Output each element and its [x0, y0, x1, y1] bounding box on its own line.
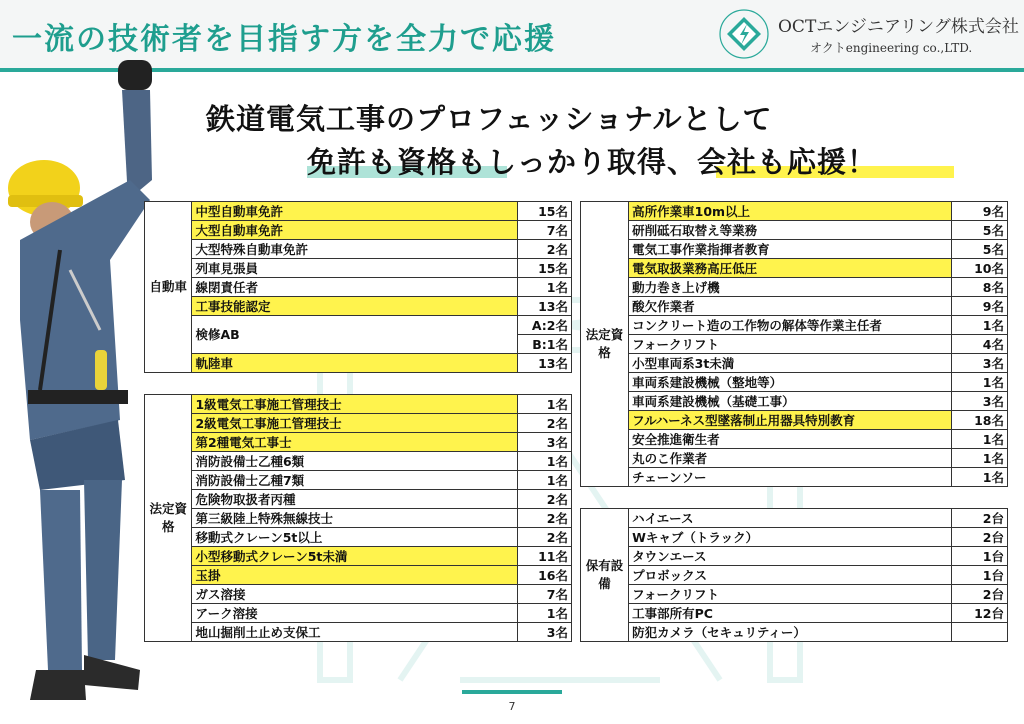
table-row [145, 528, 572, 547]
page-title: 一流の技術者を目指す方を全力で応援 [12, 22, 556, 57]
page-number: 7 [508, 700, 516, 713]
table-row [581, 202, 1008, 221]
table-row [145, 604, 572, 623]
row-count: 11名 [518, 547, 572, 566]
row-count: 3名 [951, 392, 1007, 411]
row-count: 1名 [951, 316, 1007, 335]
row-count: 1名 [518, 604, 572, 623]
row-name: 車両系建設機械（整地等） [629, 373, 952, 392]
row-count: 3名 [951, 354, 1007, 373]
row-count: 1名 [518, 395, 572, 414]
table-row [145, 452, 572, 471]
row-name: 第三級陸上特殊無線技士 [192, 509, 518, 528]
row-count: 4名 [951, 335, 1007, 354]
table-row [145, 354, 572, 373]
row-count: 1台 [951, 547, 1007, 566]
row-count: 2台 [951, 509, 1007, 528]
table-row [145, 259, 572, 278]
table-row [581, 547, 1008, 566]
row-count: 3名 [518, 623, 572, 642]
footer-accent-bar [462, 690, 562, 694]
row-name: 線閉責任者 [192, 278, 518, 297]
row-count: 16名 [518, 566, 572, 585]
table-legal-qualifications-left [144, 394, 572, 642]
table-row [581, 430, 1008, 449]
row-name: タウンエース [629, 547, 952, 566]
row-name: 大型自動車免許 [192, 221, 518, 240]
table-row [581, 449, 1008, 468]
table-vehicle-licenses [144, 201, 572, 373]
table-row [145, 395, 572, 414]
row-count: 2名 [518, 240, 572, 259]
row-count: 5名 [951, 240, 1007, 259]
row-count: 1名 [951, 430, 1007, 449]
row-name: Wキャブ（トラック） [629, 528, 952, 547]
row-count: 2台 [951, 528, 1007, 547]
table-row [145, 202, 572, 221]
row-name: 消防設備士乙種6類 [192, 452, 518, 471]
table-row [581, 585, 1008, 604]
row-count: A:2名 [518, 316, 572, 335]
company-subtitle: オクトengineering co.,LTD. [810, 41, 973, 55]
row-name: 防犯カメラ（セキュリティー） [629, 623, 952, 642]
row-name: 工事部所有PC [629, 604, 952, 623]
table-row [145, 316, 572, 335]
row-count: 1台 [951, 566, 1007, 585]
row-name: 軌陸車 [192, 354, 518, 373]
row-name: 動力巻き上げ機 [629, 278, 952, 297]
row-name: 電気工事作業指揮者教育 [629, 240, 952, 259]
row-name: 大型特殊自動車免許 [192, 240, 518, 259]
category-label: 法定資格 [581, 202, 629, 487]
row-name: 高所作業車10m以上 [629, 202, 952, 221]
table-row [145, 623, 572, 642]
row-name: 列車見張員 [192, 259, 518, 278]
table-row [145, 221, 572, 240]
row-name: アーク溶接 [192, 604, 518, 623]
table-row [581, 528, 1008, 547]
row-name: 移動式クレーン5t以上 [192, 528, 518, 547]
row-name: 2級電気工事施工管理技士 [192, 414, 518, 433]
headline-line-1: 鉄道電気工事のプロフェッショナルとして [206, 102, 773, 136]
row-count: 9名 [951, 297, 1007, 316]
row-name: 1級電気工事施工管理技士 [192, 395, 518, 414]
row-count: 12台 [951, 604, 1007, 623]
category-label: 法定資格 [145, 395, 192, 642]
row-name: コンクリート造の工作物の解体等作業主任者 [629, 316, 952, 335]
row-name: フォークリフト [629, 585, 952, 604]
row-name: 車両系建設機械（基礎工事） [629, 392, 952, 411]
row-count-secondary: B:1名 [518, 335, 572, 354]
table-row [581, 240, 1008, 259]
row-name: フォークリフト [629, 335, 952, 354]
row-count: 10名 [951, 259, 1007, 278]
row-name: 酸欠作業者 [629, 297, 952, 316]
table-row [581, 509, 1008, 528]
row-count: 1名 [951, 373, 1007, 392]
table-row [145, 566, 572, 585]
row-name: 丸のこ作業者 [629, 449, 952, 468]
row-count: 1名 [951, 449, 1007, 468]
row-name: ハイエース [629, 509, 952, 528]
table-equipment [580, 508, 1008, 642]
row-count: 2名 [518, 490, 572, 509]
row-count: 7名 [518, 221, 572, 240]
table-row [581, 221, 1008, 240]
row-name: 研削砥石取替え等業務 [629, 221, 952, 240]
table-row [145, 585, 572, 604]
row-count: 7名 [518, 585, 572, 604]
row-name: フルハーネス型墜落制止用器具特別教育 [629, 411, 952, 430]
table-row [581, 411, 1008, 430]
row-count: 1名 [518, 471, 572, 490]
table-row [581, 468, 1008, 487]
table-row [581, 316, 1008, 335]
headline-line-2: 免許も資格もしっかり取得、会社も応援！ [307, 145, 878, 179]
table-row [145, 297, 572, 316]
row-count: 2名 [518, 509, 572, 528]
row-count: 15名 [518, 259, 572, 278]
row-count: 2台 [951, 585, 1007, 604]
row-name: 玉掛 [192, 566, 518, 585]
row-count: 3名 [518, 433, 572, 452]
table-row [145, 490, 572, 509]
table-row [145, 433, 572, 452]
row-name: チェーンソー [629, 468, 952, 487]
row-name: 安全推進衛生者 [629, 430, 952, 449]
row-count: 9名 [951, 202, 1007, 221]
row-count: 1名 [518, 278, 572, 297]
row-name: 電気取扱業務高圧低圧 [629, 259, 952, 278]
table-row [145, 509, 572, 528]
row-count: 2名 [518, 414, 572, 433]
table-legal-qualifications-right [580, 201, 1008, 487]
table-row [581, 278, 1008, 297]
table-row [581, 566, 1008, 585]
row-count: 5名 [951, 221, 1007, 240]
table-row [581, 373, 1008, 392]
table-row [145, 471, 572, 490]
row-name: 危険物取扱者丙種 [192, 490, 518, 509]
row-name: 検修AB [192, 316, 518, 354]
table-row [581, 392, 1008, 411]
row-name: プロボックス [629, 566, 952, 585]
company-logo-icon [718, 8, 770, 60]
table-row [581, 335, 1008, 354]
table-row [581, 623, 1008, 642]
row-name: 地山掘削土止め支保工 [192, 623, 518, 642]
row-name: 第2種電気工事士 [192, 433, 518, 452]
table-row [581, 604, 1008, 623]
category-label: 自動車 [145, 202, 192, 373]
table-row [145, 240, 572, 259]
row-name: 小型移動式クレーン5t未満 [192, 547, 518, 566]
row-count: 15名 [518, 202, 572, 221]
row-count: 18名 [951, 411, 1007, 430]
row-name: 消防設備士乙種7類 [192, 471, 518, 490]
table-row [581, 354, 1008, 373]
table-row [581, 297, 1008, 316]
table-row [145, 278, 572, 297]
row-name: ガス溶接 [192, 585, 518, 604]
row-name: 小型車両系3t未満 [629, 354, 952, 373]
table-row [145, 414, 572, 433]
row-count: 13名 [518, 354, 572, 373]
table-row [581, 259, 1008, 278]
row-name: 工事技能認定 [192, 297, 518, 316]
table-row [145, 547, 572, 566]
row-count: 1名 [951, 468, 1007, 487]
category-label: 保有設備 [581, 509, 629, 642]
company-name: OCTエンジニアリング株式会社 [778, 17, 1019, 37]
row-count: 8名 [951, 278, 1007, 297]
row-name: 中型自動車免許 [192, 202, 518, 221]
row-count: 1名 [518, 452, 572, 471]
row-count [951, 623, 1007, 642]
row-count: 2名 [518, 528, 572, 547]
row-count: 13名 [518, 297, 572, 316]
